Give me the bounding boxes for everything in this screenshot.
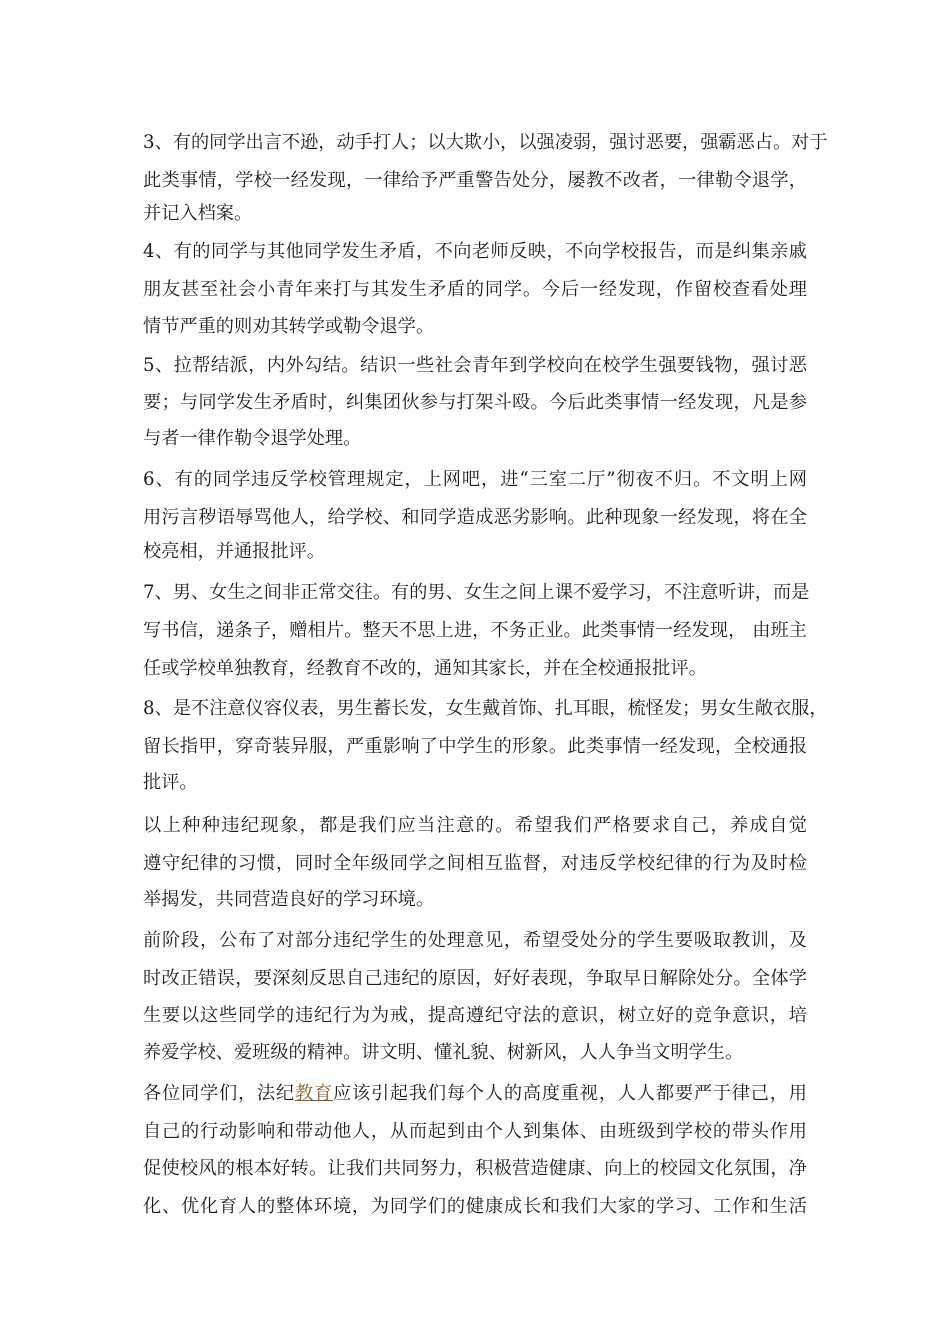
text-line: 留长指甲，穿奇装异服，严重影响了中学生的形象。此类事情一经发现，全校通报 [143, 736, 807, 757]
text-line: 以上种种违纪现象，都是我们应当注意的。希望我们严格要求自己，养成自觉 [143, 815, 807, 836]
text-line: 5、拉帮结派，内外勾结。结识一些社会青年到学校向在校学生强要钱物，强讨恶 [143, 355, 807, 376]
text-line: 化、优化育人的整体环境，为同学们的健康成长和我们大家的学习、工作和生活 [143, 1196, 807, 1217]
text-line: 4、有的同学与其他同学发生矛盾，不向老师反映，不向学校报告，而是纠集亲戚 [143, 241, 807, 262]
education-link[interactable]: 教育 [294, 1083, 333, 1104]
text-line: 写书信，递条子，赠相片。整天不思上进，不务正业。此类事情一经发现， 由班主 [143, 620, 807, 641]
text-line: 养爱学校、爱班级的精神。讲文明、懂礼貌、树新风，人人争当文明学生。 [143, 1042, 744, 1063]
text-line: 促使校风的根本好转。让我们共同努力，积极营造健康、向上的校园文化氛围，净 [143, 1158, 807, 1179]
text-line: 时改正错误，要深刻反思自己违纪的原因，好好表现，争取早日解除处分。全体学 [143, 968, 807, 989]
text-line: 3、有的同学出言不逊，动手打人；以大欺小，以强凌弱，强讨恶要，强霸恶占。对于 [143, 132, 828, 153]
text-line: 生要以这些同学的违纪行为为戒，提高遵纪守法的意识，树立好的竞争意识，培 [143, 1005, 807, 1026]
text-line: 举揭发，共同营造良好的学习环境。 [143, 889, 435, 910]
text-line: 批评。 [143, 772, 198, 793]
text-line: 并记入档案。 [143, 203, 253, 224]
text-line: 前阶段，公布了对部分违纪学生的处理意见，希望受处分的学生要吸取教训，及 [143, 930, 807, 951]
text-line [143, 1079, 807, 1109]
text-line: 6、有的同学违反学校管理规定，上网吧，进“三室二厅”彻夜不归。不文明上网 [143, 469, 807, 490]
text-line: 8、是不注意仪容仪表，男生蓄长发，女生戴首饰、扎耳眼，梳怪发；男女生敞衣服， [143, 698, 828, 719]
text-line: 情节严重的则劝其转学或勒令退学。 [143, 316, 435, 337]
text-line: 遵守纪律的习惯，同时全年级同学之间相互监督，对违反学校纪律的行为及时检 [143, 853, 807, 874]
text-line: 与者一律作勒令退学处理。 [143, 428, 362, 449]
text-line: 朋友甚至社会小青年来打与其发生矛盾的同学。今后一经发现，作留校查看处理 [143, 279, 807, 300]
text-line: 要；与同学发生矛盾时，纠集团伙参与打架斗殴。今后此类事情一经发现，凡是参 [143, 392, 807, 413]
text-segment: 应该引起我们每个人的高度重视，人人都要严于律己，用 [332, 1083, 807, 1104]
text-line: 用污言秽语辱骂他人，给学校、和同学造成恶劣影响。此种现象一经发现，将在全 [143, 507, 807, 528]
text-line: 7、男、女生之间非正常交往。有的男、女生之间上课不爱学习，不注意听讲，而是 [143, 582, 810, 603]
text-line: 任或学校单独教育，经教育不改的，通知其家长，并在全校通报批评。 [143, 658, 707, 679]
text-line: 此类事情，学校一经发现，一律给予严重警告处分，屡教不改者，一律勒令退学， [143, 170, 807, 191]
text-line: 校亮相，并通报批评。 [143, 541, 325, 562]
text-line: 自己的行动影响和带动他人，从而起到由个人到集体、由班级到学校的带头作用 [143, 1121, 807, 1142]
text-segment: 各位同学们，法纪 [143, 1083, 295, 1104]
